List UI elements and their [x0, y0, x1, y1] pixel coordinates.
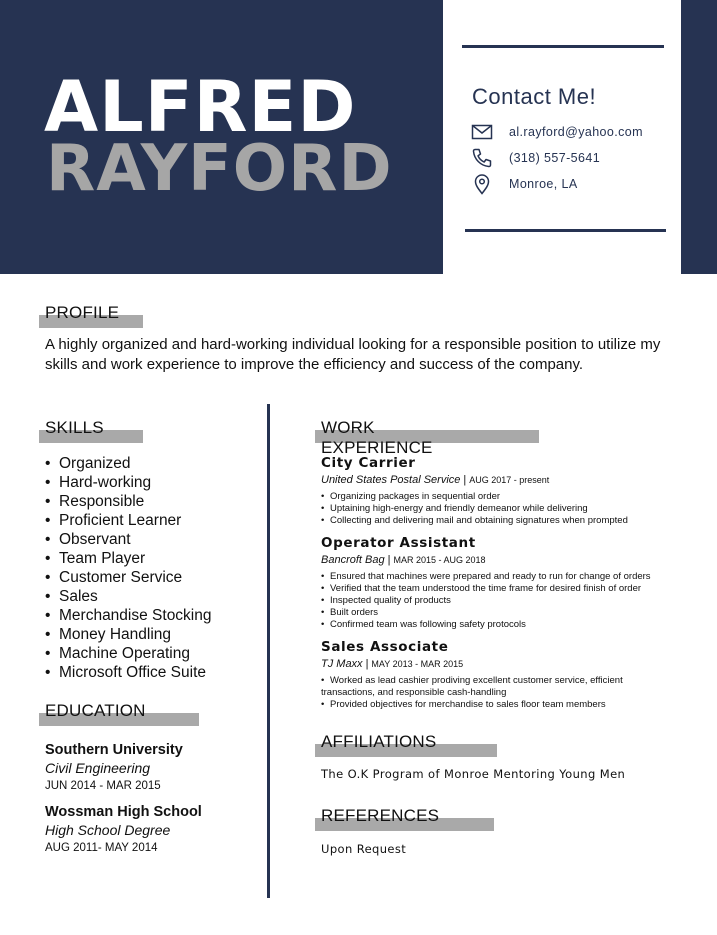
- list-item: • Sales: [45, 587, 212, 606]
- education-dates: AUG 2011- MAY 2014: [45, 842, 158, 854]
- list-item: • Observant: [45, 530, 212, 549]
- list-item: • Provided objectives for merchandise to sales floor team members: [321, 699, 651, 711]
- list-item: • Proficient Learner: [45, 511, 212, 530]
- job-dates: MAY 2013 - MAR 2015: [371, 659, 464, 669]
- education-entry: [45, 803, 202, 857]
- profile-text: A highly organized and hard-working individual looking for a responsible position to utilize my skills and work experience to improve the efficiency and success of the company.: [45, 336, 661, 373]
- contact-location-row: [471, 173, 578, 195]
- list-item: • Built orders: [321, 607, 691, 619]
- contact-location: Monroe, LA: [509, 177, 578, 191]
- job-bullets: [321, 675, 651, 711]
- degree: Civil Engineering: [45, 760, 151, 776]
- affiliations-heading-label: AFFILIATIONS: [321, 732, 437, 751]
- list-item: • Microsoft Office Suite: [45, 663, 212, 682]
- last-name: RAYFORD: [46, 132, 393, 206]
- school-name: Southern University: [45, 742, 183, 758]
- skills-list: [45, 454, 212, 682]
- education-dates: JUN 2014 - MAR 2015: [45, 780, 161, 792]
- contact-title: Contact Me!: [472, 84, 597, 109]
- list-item: • Merchandise Stocking: [45, 606, 212, 625]
- first-name: ALFRED: [44, 66, 357, 148]
- list-item: • Responsible: [45, 492, 212, 511]
- list-item: • Inspected quality of products: [321, 595, 691, 607]
- contact-phone[interactable]: (318) 557-5641: [509, 151, 601, 165]
- job-dates: MAR 2015 - AUG 2018: [393, 555, 486, 565]
- references-heading-label: REFERENCES: [321, 806, 440, 825]
- list-item: • Money Handling: [45, 625, 212, 644]
- work-heading-label: WORK EXPERIENCE: [321, 418, 433, 457]
- job-title: City Carrier: [321, 455, 416, 471]
- list-item: • Hard-working: [45, 473, 212, 492]
- job-entry: [321, 535, 691, 631]
- list-item: • Organized: [45, 454, 212, 473]
- job-title: Sales Associate: [321, 639, 449, 655]
- skills-heading-label: SKILLS: [45, 418, 104, 437]
- school-name: Wossman High School: [45, 804, 202, 820]
- list-item: • Confirmed team was following safety protocols: [321, 619, 691, 631]
- contact-top-rule: [462, 45, 664, 48]
- affiliations-text: The O.K Program of Monroe Mentoring Young Men: [321, 767, 626, 781]
- job-meta: Bancroft Bag | MAR 2015 - AUG 2018: [321, 554, 486, 566]
- degree: High School Degree: [45, 822, 171, 838]
- list-item: • Collecting and delivering mail and obtaining signatures when prompted: [321, 515, 691, 527]
- envelope-icon: [471, 121, 493, 143]
- company-name: TJ Maxx: [321, 658, 363, 670]
- profile-heading-label: PROFILE: [45, 303, 120, 322]
- job-entry: [321, 455, 691, 527]
- contact-bottom-rule: [465, 229, 666, 232]
- list-item: • Worked as lead cashier prodiving excellent customer service, efficient transactions, and responsible cash-handling: [321, 675, 651, 699]
- list-item: • Uptaining high-energy and friendly demeanor while delivering: [321, 503, 691, 515]
- education-entry: [45, 741, 183, 795]
- job-bullets: [321, 571, 691, 631]
- list-item: • Team Player: [45, 549, 212, 568]
- column-divider: [267, 404, 270, 898]
- list-item: • Customer Service: [45, 568, 212, 587]
- phone-icon: [471, 147, 493, 169]
- contact-email[interactable]: al.rayford@yahoo.com: [509, 125, 643, 139]
- header-side-strip: [681, 0, 717, 274]
- list-item: • Verified that the team understood the time frame for desired finish of order: [321, 583, 691, 595]
- location-pin-icon: [471, 173, 493, 195]
- list-item: • Machine Operating: [45, 644, 212, 663]
- list-item: • Organizing packages in sequential order: [321, 491, 691, 503]
- job-meta: United States Postal Service | AUG 2017 - present: [321, 474, 550, 486]
- company-name: Bancroft Bag: [321, 554, 385, 566]
- job-title: Operator Assistant: [321, 535, 476, 551]
- education-heading-label: EDUCATION: [45, 701, 146, 720]
- contact-phone-row[interactable]: [471, 147, 600, 169]
- job-bullets: [321, 491, 691, 527]
- job-dates: AUG 2017 - present: [469, 475, 550, 485]
- list-item: • Ensured that machines were prepared and ready to run for change of orders: [321, 571, 691, 583]
- job-entry: [321, 639, 651, 711]
- contact-email-row[interactable]: [471, 121, 643, 143]
- references-text: Upon Request: [321, 842, 407, 856]
- company-name: United States Postal Service: [321, 474, 461, 486]
- job-meta: TJ Maxx | MAY 2013 - MAR 2015: [321, 658, 464, 670]
